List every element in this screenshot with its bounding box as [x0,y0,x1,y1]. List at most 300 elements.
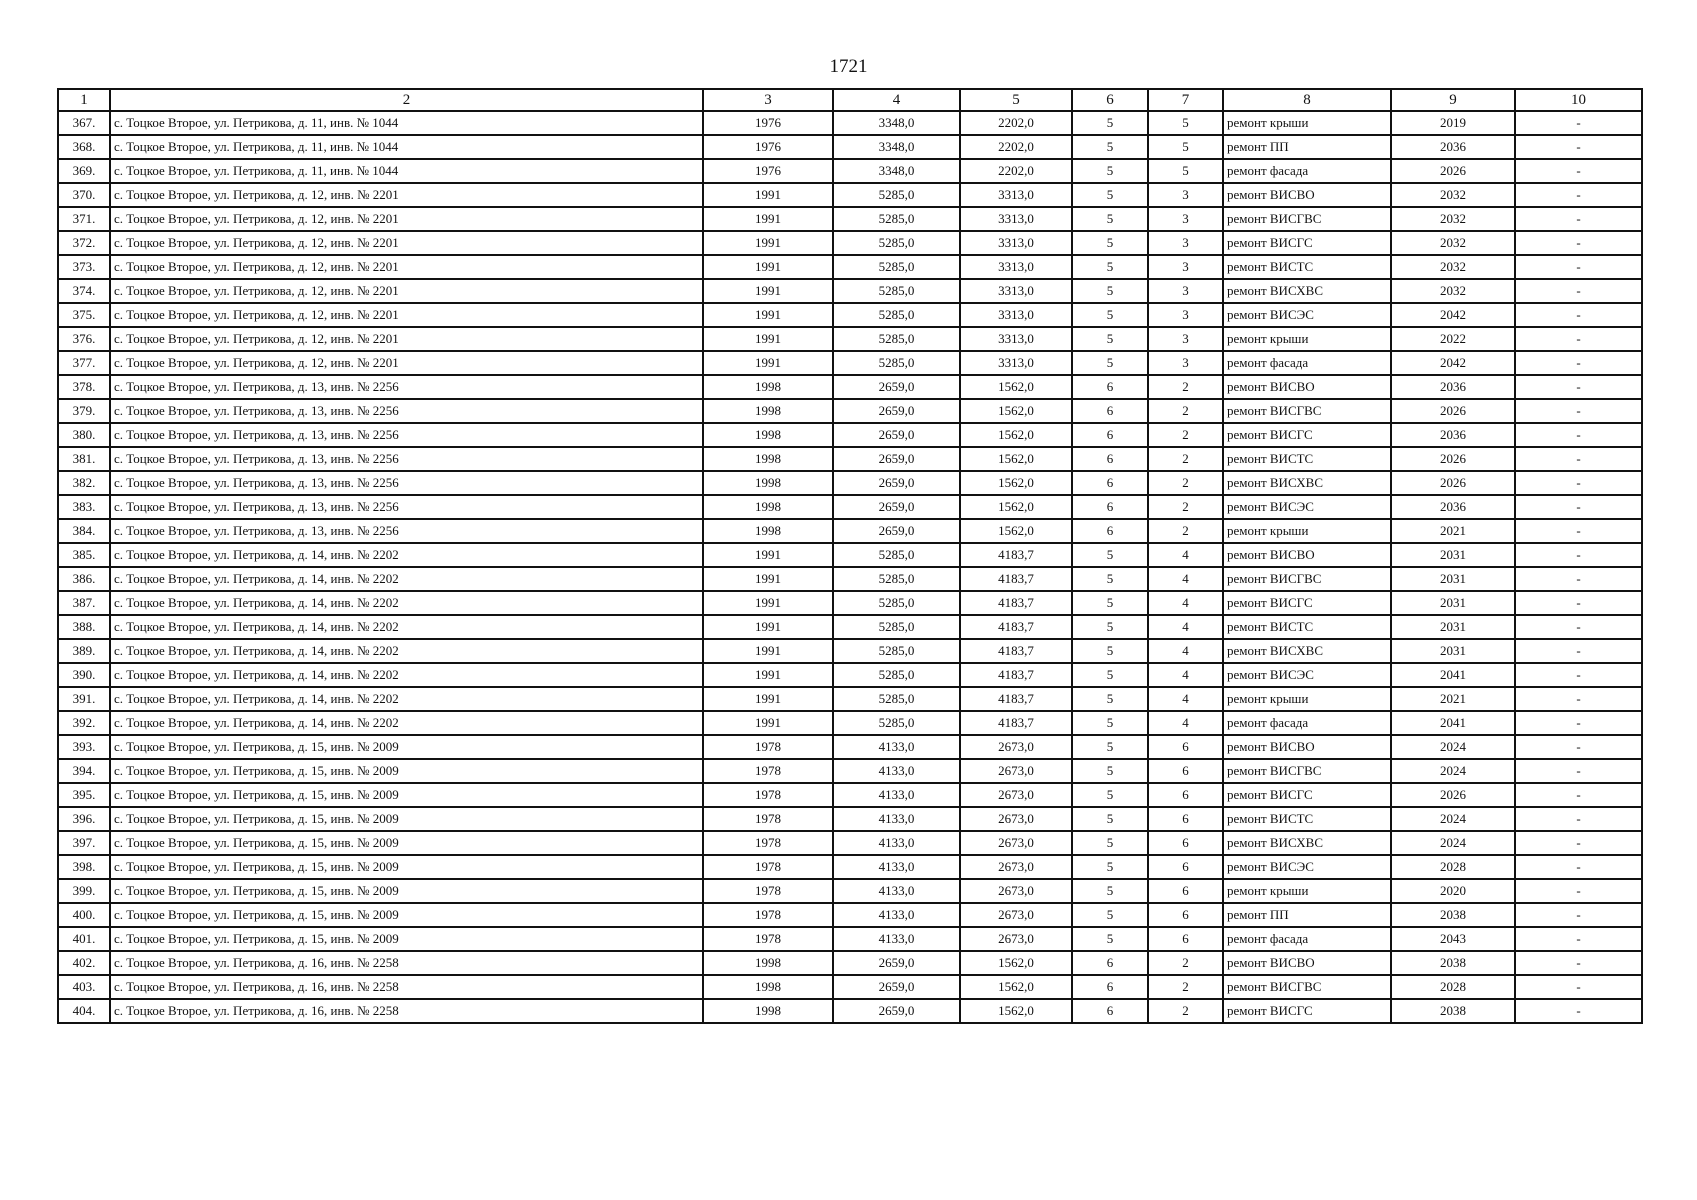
cell-year-built: 1991 [703,255,833,279]
cell-entrances: 3 [1148,279,1223,303]
cell-work-type: ремонт ВИСВО [1223,375,1391,399]
table-row [58,495,1642,519]
cell-address: с. Тоцкое Второе, ул. Петрикова, д. 12, инв. № 2201 [110,351,703,375]
cell-total-area: 5285,0 [833,711,960,735]
cell-entrances: 2 [1148,471,1223,495]
cell-year-built: 1978 [703,831,833,855]
cell-address: с. Тоцкое Второе, ул. Петрикова, д. 14, инв. № 2202 [110,567,703,591]
cell-entrances: 2 [1148,423,1223,447]
cell-total-area: 5285,0 [833,591,960,615]
cell-living-area: 2202,0 [960,159,1072,183]
cell-floors: 5 [1072,111,1148,135]
cell-year-built: 1998 [703,423,833,447]
table-row [58,567,1642,591]
cell-address: с. Тоцкое Второе, ул. Петрикова, д. 15, инв. № 2009 [110,783,703,807]
cell-floors: 5 [1072,231,1148,255]
cell-total-area: 2659,0 [833,471,960,495]
cell-living-area: 2673,0 [960,903,1072,927]
cell-row-number: 399. [58,879,110,903]
cell-planned-year: 2022 [1391,327,1515,351]
cell-total-area: 2659,0 [833,399,960,423]
cell-row-number: 391. [58,687,110,711]
cell-address: с. Тоцкое Второе, ул. Петрикова, д. 15, инв. № 2009 [110,927,703,951]
table-row [58,735,1642,759]
cell-floors: 5 [1072,903,1148,927]
cell-row-number: 379. [58,399,110,423]
cell-work-type: ремонт ВИСЭС [1223,303,1391,327]
cell-year-built: 1978 [703,759,833,783]
cell-total-area: 5285,0 [833,543,960,567]
cell-total-area: 5285,0 [833,303,960,327]
cell-planned-year: 2036 [1391,375,1515,399]
table-row [58,951,1642,975]
table-body [58,111,1642,1023]
table-row [58,471,1642,495]
cell-row-number: 381. [58,447,110,471]
cell-work-type: ремонт ВИСХВС [1223,639,1391,663]
cell-total-area: 2659,0 [833,447,960,471]
cell-planned-year: 2038 [1391,903,1515,927]
cell-living-area: 1562,0 [960,375,1072,399]
cell-row-number: 390. [58,663,110,687]
cell-floors: 5 [1072,927,1148,951]
cell-work-type: ремонт ВИСТС [1223,807,1391,831]
cell-entrances: 2 [1148,519,1223,543]
cell-work-type: ремонт фасада [1223,351,1391,375]
cell-floors: 5 [1072,831,1148,855]
cell-floors: 5 [1072,759,1148,783]
cell-address: с. Тоцкое Второе, ул. Петрикова, д. 11, инв. № 1044 [110,135,703,159]
cell-address: с. Тоцкое Второе, ул. Петрикова, д. 14, инв. № 2202 [110,663,703,687]
cell-entrances: 3 [1148,303,1223,327]
cell-address: с. Тоцкое Второе, ул. Петрикова, д. 13, инв. № 2256 [110,447,703,471]
cell-floors: 5 [1072,639,1148,663]
cell-year-built: 1991 [703,615,833,639]
cell-total-area: 4133,0 [833,783,960,807]
cell-living-area: 2673,0 [960,783,1072,807]
cell-total-area: 4133,0 [833,879,960,903]
column-header: 7 [1148,89,1223,111]
cell-note: - [1515,471,1642,495]
cell-floors: 5 [1072,807,1148,831]
cell-note: - [1515,759,1642,783]
cell-entrances: 3 [1148,183,1223,207]
table-row [58,135,1642,159]
cell-planned-year: 2031 [1391,543,1515,567]
cell-living-area: 1562,0 [960,999,1072,1023]
cell-note: - [1515,999,1642,1023]
table-row [58,231,1642,255]
cell-row-number: 383. [58,495,110,519]
cell-row-number: 393. [58,735,110,759]
cell-note: - [1515,567,1642,591]
cell-planned-year: 2042 [1391,351,1515,375]
column-header: 5 [960,89,1072,111]
cell-note: - [1515,975,1642,999]
cell-floors: 5 [1072,543,1148,567]
cell-address: с. Тоцкое Второе, ул. Петрикова, д. 15, инв. № 2009 [110,879,703,903]
cell-living-area: 4183,7 [960,639,1072,663]
cell-total-area: 5285,0 [833,327,960,351]
cell-floors: 5 [1072,855,1148,879]
cell-work-type: ремонт ВИСВО [1223,543,1391,567]
cell-note: - [1515,927,1642,951]
cell-row-number: 387. [58,591,110,615]
cell-address: с. Тоцкое Второе, ул. Петрикова, д. 15, инв. № 2009 [110,831,703,855]
cell-work-type: ремонт ВИСТС [1223,447,1391,471]
cell-year-built: 1976 [703,159,833,183]
cell-planned-year: 2031 [1391,615,1515,639]
cell-address: с. Тоцкое Второе, ул. Петрикова, д. 15, инв. № 2009 [110,759,703,783]
cell-note: - [1515,183,1642,207]
cell-work-type: ремонт ВИСГВС [1223,399,1391,423]
cell-planned-year: 2026 [1391,399,1515,423]
table-row [58,831,1642,855]
cell-work-type: ремонт ПП [1223,135,1391,159]
cell-floors: 6 [1072,423,1148,447]
cell-floors: 5 [1072,255,1148,279]
cell-address: с. Тоцкое Второе, ул. Петрикова, д. 12, инв. № 2201 [110,303,703,327]
cell-entrances: 2 [1148,375,1223,399]
cell-work-type: ремонт ВИСВО [1223,735,1391,759]
cell-row-number: 397. [58,831,110,855]
cell-note: - [1515,111,1642,135]
cell-floors: 5 [1072,351,1148,375]
cell-row-number: 401. [58,927,110,951]
cell-planned-year: 2041 [1391,663,1515,687]
cell-floors: 6 [1072,999,1148,1023]
cell-entrances: 2 [1148,975,1223,999]
cell-note: - [1515,591,1642,615]
table-row [58,303,1642,327]
cell-work-type: ремонт ВИСГВС [1223,975,1391,999]
cell-floors: 5 [1072,159,1148,183]
cell-floors: 5 [1072,663,1148,687]
cell-year-built: 1991 [703,591,833,615]
cell-total-area: 4133,0 [833,855,960,879]
cell-planned-year: 2024 [1391,735,1515,759]
table-row [58,759,1642,783]
cell-entrances: 6 [1148,879,1223,903]
cell-living-area: 2202,0 [960,111,1072,135]
cell-planned-year: 2024 [1391,807,1515,831]
cell-total-area: 5285,0 [833,351,960,375]
cell-total-area: 4133,0 [833,831,960,855]
table-row [58,711,1642,735]
cell-row-number: 388. [58,615,110,639]
cell-planned-year: 2038 [1391,951,1515,975]
cell-entrances: 5 [1148,111,1223,135]
cell-floors: 6 [1072,975,1148,999]
column-header: 10 [1515,89,1642,111]
cell-address: с. Тоцкое Второе, ул. Петрикова, д. 14, инв. № 2202 [110,615,703,639]
cell-year-built: 1978 [703,879,833,903]
table-row [58,447,1642,471]
table-row [58,279,1642,303]
table-row [58,351,1642,375]
cell-year-built: 1998 [703,375,833,399]
cell-address: с. Тоцкое Второе, ул. Петрикова, д. 16, инв. № 2258 [110,999,703,1023]
cell-address: с. Тоцкое Второе, ул. Петрикова, д. 11, инв. № 1044 [110,159,703,183]
table-row [58,327,1642,351]
cell-address: с. Тоцкое Второе, ул. Петрикова, д. 14, инв. № 2202 [110,591,703,615]
cell-total-area: 5285,0 [833,183,960,207]
cell-note: - [1515,447,1642,471]
table-row [58,879,1642,903]
cell-floors: 6 [1072,447,1148,471]
cell-planned-year: 2026 [1391,783,1515,807]
cell-note: - [1515,903,1642,927]
cell-total-area: 2659,0 [833,951,960,975]
cell-entrances: 6 [1148,903,1223,927]
cell-note: - [1515,543,1642,567]
cell-floors: 6 [1072,471,1148,495]
cell-total-area: 2659,0 [833,519,960,543]
cell-floors: 5 [1072,567,1148,591]
cell-floors: 5 [1072,783,1148,807]
cell-living-area: 1562,0 [960,399,1072,423]
cell-row-number: 392. [58,711,110,735]
cell-living-area: 2673,0 [960,879,1072,903]
cell-total-area: 5285,0 [833,567,960,591]
table-row [58,903,1642,927]
cell-entrances: 6 [1148,855,1223,879]
cell-note: - [1515,879,1642,903]
cell-year-built: 1991 [703,207,833,231]
cell-entrances: 5 [1148,159,1223,183]
cell-planned-year: 2021 [1391,519,1515,543]
cell-living-area: 3313,0 [960,231,1072,255]
cell-work-type: ремонт ВИСГВС [1223,759,1391,783]
table-row [58,999,1642,1023]
cell-row-number: 394. [58,759,110,783]
cell-row-number: 386. [58,567,110,591]
cell-planned-year: 2028 [1391,855,1515,879]
cell-year-built: 1991 [703,711,833,735]
cell-address: с. Тоцкое Второе, ул. Петрикова, д. 14, инв. № 2202 [110,687,703,711]
cell-row-number: 400. [58,903,110,927]
cell-year-built: 1991 [703,183,833,207]
cell-note: - [1515,615,1642,639]
cell-work-type: ремонт крыши [1223,879,1391,903]
cell-planned-year: 2026 [1391,471,1515,495]
cell-entrances: 3 [1148,231,1223,255]
cell-floors: 5 [1072,615,1148,639]
cell-year-built: 1976 [703,135,833,159]
cell-address: с. Тоцкое Второе, ул. Петрикова, д. 15, инв. № 2009 [110,735,703,759]
cell-work-type: ремонт ВИСГВС [1223,207,1391,231]
cell-floors: 6 [1072,375,1148,399]
cell-row-number: 385. [58,543,110,567]
table-row [58,975,1642,999]
cell-living-area: 3313,0 [960,303,1072,327]
cell-note: - [1515,663,1642,687]
cell-living-area: 2202,0 [960,135,1072,159]
cell-note: - [1515,831,1642,855]
cell-entrances: 2 [1148,999,1223,1023]
cell-entrances: 2 [1148,495,1223,519]
cell-planned-year: 2038 [1391,999,1515,1023]
cell-note: - [1515,135,1642,159]
cell-row-number: 382. [58,471,110,495]
cell-living-area: 3313,0 [960,351,1072,375]
cell-work-type: ремонт ВИСЭС [1223,663,1391,687]
cell-entrances: 4 [1148,687,1223,711]
cell-note: - [1515,639,1642,663]
cell-floors: 5 [1072,303,1148,327]
cell-floors: 5 [1072,735,1148,759]
cell-total-area: 4133,0 [833,759,960,783]
cell-floors: 6 [1072,951,1148,975]
cell-year-built: 1998 [703,951,833,975]
cell-entrances: 6 [1148,807,1223,831]
cell-note: - [1515,351,1642,375]
cell-planned-year: 2043 [1391,927,1515,951]
cell-total-area: 3348,0 [833,159,960,183]
cell-row-number: 377. [58,351,110,375]
cell-note: - [1515,951,1642,975]
cell-total-area: 5285,0 [833,615,960,639]
cell-entrances: 4 [1148,711,1223,735]
cell-note: - [1515,255,1642,279]
table-row [58,663,1642,687]
cell-entrances: 4 [1148,663,1223,687]
cell-work-type: ремонт ВИСГС [1223,591,1391,615]
cell-work-type: ремонт ВИСГВС [1223,567,1391,591]
table-row [58,423,1642,447]
cell-living-area: 4183,7 [960,663,1072,687]
cell-entrances: 4 [1148,543,1223,567]
cell-planned-year: 2036 [1391,135,1515,159]
column-header: 9 [1391,89,1515,111]
cell-total-area: 4133,0 [833,735,960,759]
cell-total-area: 5285,0 [833,663,960,687]
cell-floors: 6 [1072,495,1148,519]
cell-address: с. Тоцкое Второе, ул. Петрикова, д. 15, инв. № 2009 [110,855,703,879]
table-row [58,375,1642,399]
cell-address: с. Тоцкое Второе, ул. Петрикова, д. 13, инв. № 2256 [110,495,703,519]
cell-row-number: 396. [58,807,110,831]
cell-living-area: 4183,7 [960,543,1072,567]
cell-living-area: 2673,0 [960,759,1072,783]
cell-living-area: 4183,7 [960,591,1072,615]
cell-note: - [1515,783,1642,807]
cell-living-area: 2673,0 [960,855,1072,879]
cell-row-number: 374. [58,279,110,303]
cell-floors: 6 [1072,399,1148,423]
cell-floors: 5 [1072,591,1148,615]
cell-entrances: 4 [1148,615,1223,639]
cell-living-area: 3313,0 [960,279,1072,303]
cell-year-built: 1998 [703,399,833,423]
cell-total-area: 4133,0 [833,807,960,831]
cell-row-number: 395. [58,783,110,807]
cell-work-type: ремонт ВИСХВС [1223,831,1391,855]
cell-address: с. Тоцкое Второе, ул. Петрикова, д. 13, инв. № 2256 [110,399,703,423]
cell-entrances: 6 [1148,759,1223,783]
cell-living-area: 4183,7 [960,687,1072,711]
cell-address: с. Тоцкое Второе, ул. Петрикова, д. 16, инв. № 2258 [110,951,703,975]
cell-total-area: 5285,0 [833,231,960,255]
cell-year-built: 1976 [703,111,833,135]
cell-address: с. Тоцкое Второе, ул. Петрикова, д. 14, инв. № 2202 [110,639,703,663]
cell-year-built: 1991 [703,639,833,663]
cell-entrances: 6 [1148,927,1223,951]
cell-address: с. Тоцкое Второе, ул. Петрикова, д. 14, инв. № 2202 [110,711,703,735]
column-header: 8 [1223,89,1391,111]
cell-note: - [1515,687,1642,711]
cell-total-area: 3348,0 [833,111,960,135]
cell-address: с. Тоцкое Второе, ул. Петрикова, д. 13, инв. № 2256 [110,471,703,495]
cell-entrances: 2 [1148,447,1223,471]
column-header: 1 [58,89,110,111]
cell-year-built: 1991 [703,351,833,375]
cell-planned-year: 2042 [1391,303,1515,327]
cell-address: с. Тоцкое Второе, ул. Петрикова, д. 13, инв. № 2256 [110,519,703,543]
cell-note: - [1515,327,1642,351]
cell-floors: 5 [1072,183,1148,207]
cell-row-number: 375. [58,303,110,327]
cell-year-built: 1991 [703,543,833,567]
cell-living-area: 1562,0 [960,519,1072,543]
cell-work-type: ремонт крыши [1223,327,1391,351]
cell-note: - [1515,495,1642,519]
cell-row-number: 378. [58,375,110,399]
cell-year-built: 1991 [703,663,833,687]
cell-note: - [1515,231,1642,255]
table-row [58,183,1642,207]
cell-address: с. Тоцкое Второе, ул. Петрикова, д. 13, инв. № 2256 [110,423,703,447]
cell-entrances: 4 [1148,591,1223,615]
cell-row-number: 367. [58,111,110,135]
cell-entrances: 3 [1148,327,1223,351]
cell-planned-year: 2020 [1391,879,1515,903]
cell-note: - [1515,303,1642,327]
cell-address: с. Тоцкое Второе, ул. Петрикова, д. 12, инв. № 2201 [110,255,703,279]
table-row [58,855,1642,879]
cell-planned-year: 2036 [1391,495,1515,519]
cell-planned-year: 2028 [1391,975,1515,999]
cell-address: с. Тоцкое Второе, ул. Петрикова, д. 12, инв. № 2201 [110,231,703,255]
cell-total-area: 5285,0 [833,687,960,711]
cell-row-number: 371. [58,207,110,231]
cell-address: с. Тоцкое Второе, ул. Петрикова, д. 12, инв. № 2201 [110,327,703,351]
table-row [58,111,1642,135]
cell-row-number: 373. [58,255,110,279]
cell-row-number: 384. [58,519,110,543]
cell-year-built: 1998 [703,471,833,495]
cell-row-number: 403. [58,975,110,999]
cell-year-built: 1998 [703,447,833,471]
cell-year-built: 1991 [703,567,833,591]
cell-living-area: 1562,0 [960,423,1072,447]
table-row [58,807,1642,831]
cell-year-built: 1998 [703,975,833,999]
table-row [58,519,1642,543]
cell-note: - [1515,519,1642,543]
cell-address: с. Тоцкое Второе, ул. Петрикова, д. 13, инв. № 2256 [110,375,703,399]
cell-row-number: 376. [58,327,110,351]
table-row [58,543,1642,567]
cell-address: с. Тоцкое Второе, ул. Петрикова, д. 15, инв. № 2009 [110,807,703,831]
cell-planned-year: 2032 [1391,207,1515,231]
cell-year-built: 1991 [703,303,833,327]
cell-living-area: 4183,7 [960,615,1072,639]
cell-year-built: 1991 [703,279,833,303]
cell-work-type: ремонт фасада [1223,927,1391,951]
cell-living-area: 2673,0 [960,927,1072,951]
cell-year-built: 1998 [703,495,833,519]
